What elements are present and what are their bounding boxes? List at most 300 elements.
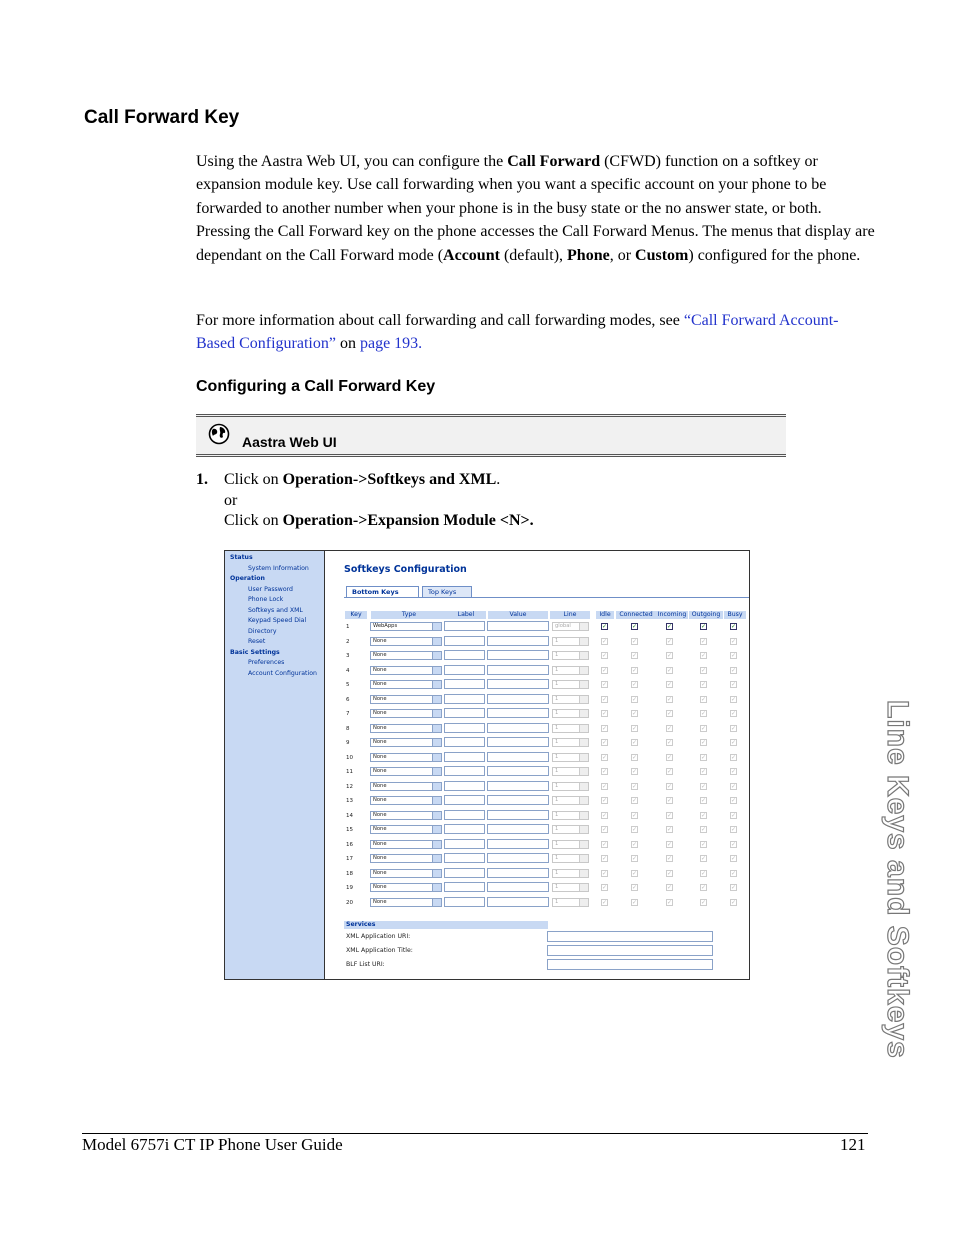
line-select[interactable] <box>552 854 589 863</box>
checkbox-connected[interactable]: ✓ <box>632 637 638 645</box>
line-select[interactable] <box>552 709 589 718</box>
checkbox-idle[interactable]: ✓ <box>602 695 608 703</box>
checkbox-incoming[interactable]: ✓ <box>667 739 673 746</box>
type-select[interactable] <box>370 695 442 704</box>
line-value: 1 <box>555 666 559 673</box>
line-value: 1 <box>555 681 559 687</box>
label-input[interactable] <box>444 824 485 834</box>
sidebar-item-basic-settings[interactable]: Basic Settings <box>230 648 280 656</box>
checkbox-outgoing[interactable]: ✓ <box>701 710 707 717</box>
service-input[interactable] <box>547 931 713 942</box>
label-input[interactable] <box>444 882 485 892</box>
label-input[interactable] <box>444 621 485 631</box>
chevron-down-icon[interactable] <box>579 623 588 630</box>
value-input[interactable] <box>487 781 549 791</box>
sidebar-item-phone-lock[interactable]: Phone Lock <box>248 596 284 603</box>
line-select[interactable] <box>552 898 589 907</box>
checkbox-idle[interactable]: ✓ <box>602 811 608 819</box>
key-number: 16 <box>346 841 353 848</box>
value-input[interactable] <box>487 766 549 776</box>
checkbox-incoming[interactable]: ✓ <box>667 855 673 862</box>
checkbox-busy[interactable]: ✓ <box>731 637 737 645</box>
tab-bar <box>344 585 749 598</box>
checkbox-busy[interactable]: ✓ <box>731 797 737 804</box>
label-input[interactable] <box>444 781 485 791</box>
checkbox-incoming[interactable]: ✓ <box>667 666 673 674</box>
checkbox-idle[interactable]: ✓ <box>602 898 608 906</box>
type-value: None <box>373 869 387 876</box>
table-row <box>225 753 751 767</box>
key-number: 8 <box>346 725 350 732</box>
checkbox-connected[interactable]: ✓ <box>632 739 638 746</box>
checkbox-incoming[interactable]: ✓ <box>667 884 673 891</box>
checkbox-busy[interactable]: ✓ <box>731 710 737 717</box>
subsection-heading: Configuring a Call Forward Key <box>196 378 436 395</box>
table-row <box>225 869 751 883</box>
checkbox-idle[interactable]: ✓ <box>602 826 608 833</box>
line-select[interactable] <box>552 724 589 733</box>
line-select[interactable] <box>552 825 589 834</box>
type-value: None <box>373 652 387 658</box>
type-select[interactable] <box>370 622 442 631</box>
chevron-down-icon[interactable] <box>432 623 441 630</box>
line-value: 1 <box>555 855 559 861</box>
chevron-down-icon[interactable] <box>579 696 588 703</box>
label-input[interactable] <box>444 810 485 820</box>
checkbox-outgoing[interactable]: ✓ <box>701 811 707 819</box>
checkbox-incoming[interactable]: ✓ <box>667 753 673 761</box>
chevron-down-icon[interactable] <box>432 754 441 761</box>
label-input[interactable] <box>444 752 485 762</box>
checkbox-outgoing[interactable]: ✓ <box>701 782 707 790</box>
line-value: 1 <box>555 826 559 832</box>
chevron-down-icon[interactable] <box>432 739 441 746</box>
checkbox-busy[interactable]: ✓ <box>731 826 737 833</box>
checkbox-incoming[interactable]: ✓ <box>667 623 673 630</box>
table-row <box>225 648 751 665</box>
chevron-down-icon[interactable] <box>579 710 588 717</box>
tab-bottom-keys[interactable]: Bottom Keys <box>346 586 419 597</box>
type-value: None <box>373 826 387 832</box>
checkbox-outgoing[interactable]: ✓ <box>701 855 707 862</box>
section-title: Call Forward Key <box>84 107 240 128</box>
checkbox-idle[interactable]: ✓ <box>602 884 608 891</box>
checkbox-outgoing[interactable]: ✓ <box>701 739 707 746</box>
line-value: 1 <box>555 695 559 702</box>
table-row <box>225 898 751 912</box>
checkbox-incoming[interactable]: ✓ <box>667 652 673 659</box>
value-input[interactable] <box>487 621 549 631</box>
type-value: None <box>373 811 387 818</box>
sidebar-item-directory[interactable]: Directory <box>248 627 277 635</box>
type-select[interactable] <box>370 796 442 805</box>
sidebar-item-keypad-speed-dial[interactable]: Keypad Speed Dial <box>248 617 307 624</box>
line-select[interactable] <box>552 767 589 776</box>
checkbox-connected[interactable]: ✓ <box>632 898 638 906</box>
value-input[interactable] <box>487 824 549 834</box>
checkbox-outgoing[interactable]: ✓ <box>701 666 707 674</box>
type-select[interactable] <box>370 825 442 834</box>
checkbox-connected[interactable]: ✓ <box>632 782 638 790</box>
type-value: None <box>373 681 387 687</box>
checkbox-incoming[interactable]: ✓ <box>667 681 673 688</box>
checkbox-idle[interactable]: ✓ <box>602 652 608 659</box>
value-input[interactable] <box>487 897 549 907</box>
type-select[interactable] <box>370 738 442 747</box>
type-value: None <box>373 637 387 644</box>
checkbox-busy[interactable]: ✓ <box>731 869 737 877</box>
checkbox-idle[interactable]: ✓ <box>602 637 608 645</box>
sidebar-item-operation[interactable]: Operation <box>230 575 265 582</box>
sidebar-item-user-password[interactable]: User Password <box>248 585 293 593</box>
line-value: global <box>555 623 571 629</box>
value-input[interactable] <box>487 882 549 892</box>
label-input[interactable] <box>444 708 485 718</box>
tab-top-keys[interactable]: Top Keys <box>422 586 472 597</box>
line-select[interactable] <box>552 651 589 660</box>
value-input[interactable] <box>487 694 549 704</box>
label-input[interactable] <box>444 853 485 863</box>
key-number: 5 <box>346 682 350 688</box>
value-input[interactable] <box>487 636 549 646</box>
value-input[interactable] <box>487 810 549 820</box>
chevron-down-icon[interactable] <box>579 855 588 862</box>
checkbox-connected[interactable]: ✓ <box>632 666 638 674</box>
type-select[interactable] <box>370 666 442 675</box>
checkbox-connected[interactable]: ✓ <box>632 840 638 848</box>
chevron-down-icon[interactable] <box>579 667 588 674</box>
checkbox-incoming[interactable]: ✓ <box>667 797 673 804</box>
chevron-down-icon[interactable] <box>432 681 441 688</box>
col-header-connected: Connected <box>616 611 656 619</box>
type-value: None <box>373 710 387 716</box>
checkbox-incoming[interactable]: ✓ <box>667 724 673 732</box>
checkbox-connected[interactable]: ✓ <box>632 710 638 717</box>
label-input[interactable] <box>444 679 485 689</box>
checkbox-busy[interactable]: ✓ <box>731 884 737 891</box>
chevron-down-icon[interactable] <box>579 797 588 804</box>
sidebar-item-preferences[interactable]: Preferences <box>248 659 285 666</box>
col-header-label: Label <box>446 611 486 619</box>
key-number: 6 <box>346 696 350 703</box>
checkbox-idle[interactable]: ✓ <box>602 797 608 804</box>
type-value: None <box>373 840 387 847</box>
line-select[interactable] <box>552 782 589 791</box>
line-value: 1 <box>555 753 559 760</box>
checkbox-outgoing[interactable]: ✓ <box>701 681 707 688</box>
type-value: None <box>373 739 387 745</box>
chevron-down-icon[interactable] <box>579 739 588 746</box>
checkbox-idle[interactable]: ✓ <box>602 724 608 732</box>
key-number: 2 <box>346 638 350 645</box>
chevron-down-icon[interactable] <box>579 768 588 775</box>
type-select[interactable] <box>370 869 442 878</box>
value-input[interactable] <box>487 665 549 675</box>
checkbox-connected[interactable]: ✓ <box>632 753 638 761</box>
line-select[interactable] <box>552 753 589 762</box>
label-input[interactable] <box>444 650 485 660</box>
checkbox-busy[interactable]: ✓ <box>731 623 737 630</box>
page-number: 121 <box>840 1135 866 1154</box>
sidebar-item-softkeys-and-xml[interactable]: Softkeys and XML <box>248 606 303 614</box>
line-select[interactable] <box>552 811 589 820</box>
label-input[interactable] <box>444 694 485 704</box>
type-value: None <box>373 724 387 731</box>
chevron-down-icon[interactable] <box>432 797 441 804</box>
line-select[interactable] <box>552 840 589 849</box>
label-input[interactable] <box>444 839 485 849</box>
checkbox-connected[interactable]: ✓ <box>632 623 638 630</box>
checkbox-incoming[interactable]: ✓ <box>667 898 673 906</box>
label-input[interactable] <box>444 636 485 646</box>
checkbox-idle[interactable]: ✓ <box>602 840 608 848</box>
checkbox-outgoing[interactable]: ✓ <box>701 623 707 630</box>
chevron-down-icon[interactable] <box>432 884 441 891</box>
checkbox-outgoing[interactable]: ✓ <box>701 797 707 804</box>
chevron-down-icon[interactable] <box>432 783 441 790</box>
checkbox-incoming[interactable]: ✓ <box>667 869 673 877</box>
value-input[interactable] <box>487 752 549 762</box>
type-select[interactable] <box>370 651 442 660</box>
footer-title: Model 6757i CT IP Phone User Guide <box>82 1135 343 1154</box>
type-select[interactable] <box>370 637 442 646</box>
chevron-down-icon[interactable] <box>432 710 441 717</box>
chevron-down-icon[interactable] <box>579 681 588 688</box>
page-title: Softkeys Configuration <box>344 564 467 575</box>
chevron-down-icon[interactable] <box>432 638 441 645</box>
checkbox-incoming[interactable]: ✓ <box>667 811 673 819</box>
checkbox-outgoing[interactable]: ✓ <box>701 840 707 848</box>
chevron-down-icon[interactable] <box>432 870 441 877</box>
sidebar-item-reset[interactable]: Reset <box>248 638 266 645</box>
sidebar-item-account-configuration[interactable]: Account Configuration <box>248 669 317 677</box>
line-select[interactable] <box>552 622 589 631</box>
chevron-down-icon[interactable] <box>432 696 441 703</box>
checkbox-idle[interactable]: ✓ <box>602 782 608 790</box>
checkbox-connected[interactable]: ✓ <box>632 652 638 659</box>
checkbox-outgoing[interactable]: ✓ <box>701 884 707 891</box>
chevron-down-icon[interactable] <box>579 899 588 906</box>
service-input[interactable] <box>547 959 713 970</box>
line-select[interactable] <box>552 680 589 689</box>
table-row <box>225 695 751 709</box>
table-row <box>225 854 751 868</box>
key-number: 4 <box>346 667 350 674</box>
table-row <box>225 709 751 723</box>
checkbox-outgoing[interactable]: ✓ <box>701 753 707 761</box>
checkbox-busy[interactable]: ✓ <box>731 724 737 732</box>
chevron-down-icon[interactable] <box>432 667 441 674</box>
type-select[interactable] <box>370 840 442 849</box>
checkbox-busy[interactable]: ✓ <box>731 753 737 761</box>
table-row <box>225 738 751 752</box>
key-number: 3 <box>346 653 350 659</box>
chevron-down-icon[interactable] <box>579 841 588 848</box>
checkbox-connected[interactable]: ✓ <box>632 797 638 804</box>
checkbox-busy[interactable]: ✓ <box>731 652 737 659</box>
value-input[interactable] <box>487 723 549 733</box>
checkbox-busy[interactable]: ✓ <box>731 840 737 848</box>
label-input[interactable] <box>444 868 485 878</box>
softkeys-screenshot <box>224 550 750 980</box>
line-value: 1 <box>555 768 559 774</box>
key-number: 14 <box>346 812 353 819</box>
checkbox-busy[interactable]: ✓ <box>731 666 737 674</box>
checkbox-incoming[interactable]: ✓ <box>667 695 673 703</box>
checkbox-busy[interactable]: ✓ <box>731 739 737 746</box>
type-value: None <box>373 768 387 774</box>
checkbox-idle[interactable]: ✓ <box>602 681 608 688</box>
checkbox-connected[interactable]: ✓ <box>632 724 638 732</box>
checkbox-outgoing[interactable]: ✓ <box>701 898 707 906</box>
chevron-down-icon[interactable] <box>432 855 441 862</box>
line-select[interactable] <box>552 637 589 646</box>
checkbox-incoming[interactable]: ✓ <box>667 768 673 775</box>
chevron-down-icon[interactable] <box>432 812 441 819</box>
checkbox-connected[interactable]: ✓ <box>632 869 638 877</box>
line-value: 1 <box>555 652 559 658</box>
line-select[interactable] <box>552 883 589 892</box>
label-input[interactable] <box>444 766 485 776</box>
type-select[interactable] <box>370 767 442 776</box>
line-value: 1 <box>555 884 559 890</box>
sidebar-item-system-information[interactable]: System Information <box>248 564 309 572</box>
value-input[interactable] <box>487 795 549 805</box>
checkbox-connected[interactable]: ✓ <box>632 826 638 833</box>
chevron-down-icon[interactable] <box>579 725 588 732</box>
checkbox-incoming[interactable]: ✓ <box>667 637 673 645</box>
checkbox-connected[interactable]: ✓ <box>632 855 638 862</box>
checkbox-idle[interactable]: ✓ <box>602 753 608 761</box>
type-select[interactable] <box>370 883 442 892</box>
checkbox-connected[interactable]: ✓ <box>632 811 638 819</box>
checkbox-idle[interactable]: ✓ <box>602 869 608 877</box>
type-value: None <box>373 898 387 905</box>
footer-divider <box>82 1133 868 1134</box>
value-input[interactable] <box>487 839 549 849</box>
chevron-down-icon[interactable] <box>432 899 441 906</box>
checkbox-incoming[interactable]: ✓ <box>667 782 673 790</box>
type-select[interactable] <box>370 680 442 689</box>
line-value: 1 <box>555 637 559 644</box>
type-select[interactable] <box>370 854 442 863</box>
line-select[interactable] <box>552 666 589 675</box>
checkbox-busy[interactable]: ✓ <box>731 681 737 688</box>
chevron-down-icon[interactable] <box>579 884 588 891</box>
sidebar-item-status[interactable]: Status <box>230 554 253 561</box>
line-select[interactable] <box>552 738 589 747</box>
type-select[interactable] <box>370 724 442 733</box>
checkbox-busy[interactable]: ✓ <box>731 695 737 703</box>
key-number: 15 <box>346 827 353 833</box>
label-input[interactable] <box>444 737 485 747</box>
checkbox-outgoing[interactable]: ✓ <box>701 869 707 877</box>
type-select[interactable] <box>370 898 442 907</box>
label-input[interactable] <box>444 795 485 805</box>
checkbox-incoming[interactable]: ✓ <box>667 840 673 848</box>
checkbox-idle[interactable]: ✓ <box>602 623 608 630</box>
checkbox-connected[interactable]: ✓ <box>632 768 638 775</box>
checkbox-busy[interactable]: ✓ <box>731 768 737 775</box>
chevron-down-icon[interactable] <box>579 638 588 645</box>
checkbox-idle[interactable]: ✓ <box>602 855 608 862</box>
checkbox-incoming[interactable]: ✓ <box>667 710 673 717</box>
checkbox-busy[interactable]: ✓ <box>731 898 737 906</box>
type-select[interactable] <box>370 753 442 762</box>
checkbox-idle[interactable]: ✓ <box>602 739 608 746</box>
value-input[interactable] <box>487 737 549 747</box>
line-select[interactable] <box>552 869 589 878</box>
chevron-down-icon[interactable] <box>579 870 588 877</box>
label-input[interactable] <box>444 897 485 907</box>
checkbox-busy[interactable]: ✓ <box>731 811 737 819</box>
key-number: 11 <box>346 769 353 775</box>
value-input[interactable] <box>487 708 549 718</box>
reference-paragraph: For more information about call forwarding and call forwarding modes, see “Call Forward Account-Based Configuration” on page 193. <box>196 312 839 353</box>
checkbox-outgoing[interactable]: ✓ <box>701 826 707 833</box>
line-select[interactable] <box>552 796 589 805</box>
chevron-down-icon[interactable] <box>579 652 588 659</box>
label-input[interactable] <box>444 665 485 675</box>
line-value: 1 <box>555 869 559 876</box>
type-select[interactable] <box>370 782 442 791</box>
checkbox-outgoing[interactable]: ✓ <box>701 695 707 703</box>
checkbox-idle[interactable]: ✓ <box>602 666 608 674</box>
checkbox-busy[interactable]: ✓ <box>731 855 737 862</box>
checkbox-outgoing[interactable]: ✓ <box>701 652 707 659</box>
chevron-down-icon[interactable] <box>579 812 588 819</box>
checkbox-connected[interactable]: ✓ <box>632 695 638 703</box>
service-input[interactable] <box>547 945 713 956</box>
chevron-down-icon[interactable] <box>432 725 441 732</box>
chevron-down-icon[interactable] <box>579 826 588 833</box>
checkbox-connected[interactable]: ✓ <box>632 884 638 891</box>
table-row <box>225 622 751 636</box>
chevron-down-icon[interactable] <box>432 652 441 659</box>
chevron-down-icon[interactable] <box>579 783 588 790</box>
chevron-down-icon[interactable] <box>432 768 441 775</box>
table-row <box>225 666 751 680</box>
table-row <box>225 883 751 897</box>
value-input[interactable] <box>487 650 549 660</box>
page-193-link[interactable]: page 193 <box>359 335 419 353</box>
table-row <box>225 637 751 651</box>
type-select[interactable] <box>370 709 442 718</box>
checkbox-incoming[interactable]: ✓ <box>667 826 673 833</box>
checkbox-outgoing[interactable]: ✓ <box>701 768 707 775</box>
table-row <box>225 782 751 796</box>
chevron-down-icon[interactable] <box>432 841 441 848</box>
value-input[interactable] <box>487 868 549 878</box>
chevron-down-icon[interactable] <box>432 826 441 833</box>
checkbox-idle[interactable]: ✓ <box>602 710 608 717</box>
checkbox-outgoing[interactable]: ✓ <box>701 637 707 645</box>
col-header-line: Line <box>550 611 590 619</box>
checkbox-connected[interactable]: ✓ <box>632 681 638 688</box>
web-ui-label: Aastra Web UI <box>242 434 337 450</box>
value-input[interactable] <box>487 679 549 689</box>
type-select[interactable] <box>370 811 442 820</box>
checkbox-busy[interactable]: ✓ <box>731 782 737 790</box>
line-select[interactable] <box>552 695 589 704</box>
label-input[interactable] <box>444 723 485 733</box>
chevron-down-icon[interactable] <box>579 754 588 761</box>
col-header-idle: Idle <box>596 611 614 619</box>
value-input[interactable] <box>487 853 549 863</box>
checkbox-outgoing[interactable]: ✓ <box>701 724 707 732</box>
call-forward-config-link[interactable]: “Call Forward Account-Based Configuration” <box>196 312 839 353</box>
checkbox-idle[interactable]: ✓ <box>602 768 608 775</box>
